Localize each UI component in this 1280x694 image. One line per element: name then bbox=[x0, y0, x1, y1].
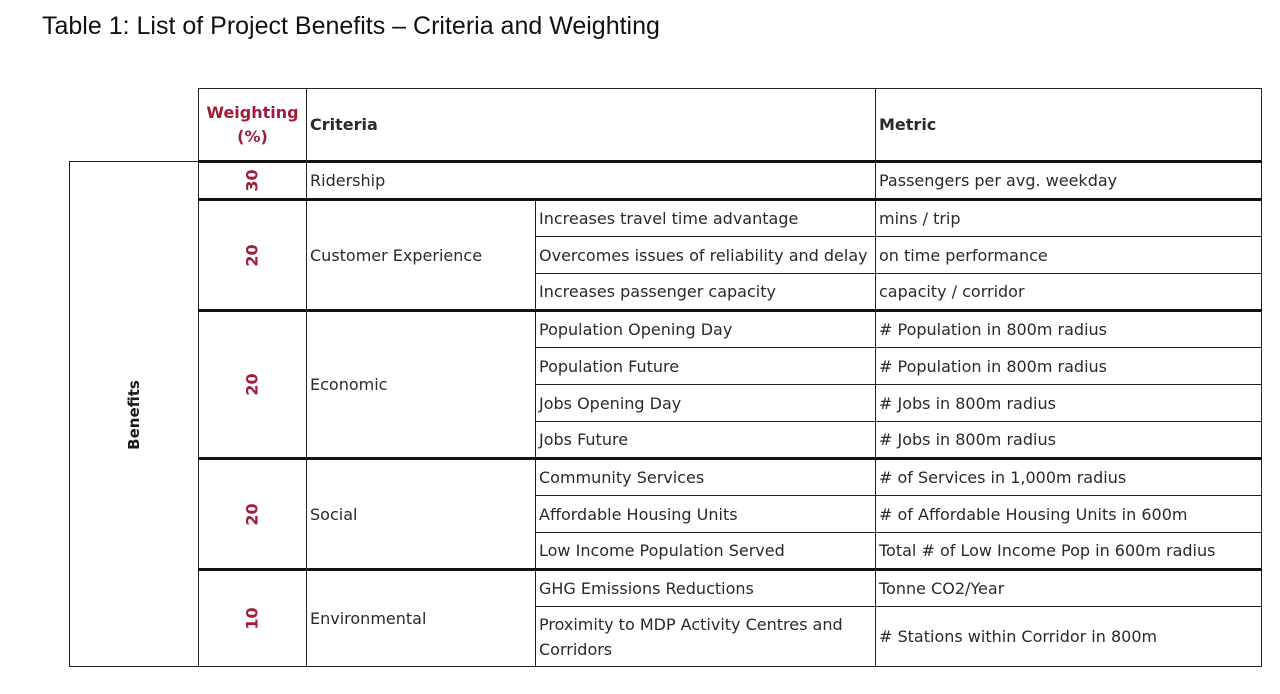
weight-cell-environmental bbox=[199, 570, 307, 667]
metric-cell: # Stations within Corridor in 800m bbox=[876, 607, 1262, 667]
sub-criteria-cell: Population Future bbox=[536, 348, 876, 385]
metric-cell: # Jobs in 800m radius bbox=[876, 385, 1262, 422]
benefits-table bbox=[69, 88, 1262, 667]
sub-criteria-cell: Low Income Population Served bbox=[536, 533, 876, 570]
sub-criteria-cell: Jobs Opening Day bbox=[536, 385, 876, 422]
criteria-economic: Economic bbox=[307, 311, 536, 459]
header-metric: Metric bbox=[876, 89, 1262, 162]
table-row bbox=[70, 200, 1262, 237]
criteria-environmental: Environmental bbox=[307, 570, 536, 667]
sub-criteria-cell: Population Opening Day bbox=[536, 311, 876, 348]
sub-criteria-cell: Community Services bbox=[536, 459, 876, 496]
table-caption: Table 1: List of Project Benefits – Criteria and Weighting bbox=[42, 12, 660, 40]
benefits-side-label: Benefits bbox=[125, 379, 143, 450]
benefits-table-container bbox=[69, 88, 1262, 667]
weight-cell-economic bbox=[199, 311, 307, 459]
table-row bbox=[70, 311, 1262, 348]
weight-cell-social bbox=[199, 459, 307, 570]
metric-cell: # Jobs in 800m radius bbox=[876, 422, 1262, 459]
header-row bbox=[70, 89, 1262, 162]
weight-cell-customer-experience bbox=[199, 200, 307, 311]
metric-cell: mins / trip bbox=[876, 200, 1262, 237]
metric-cell: Total # of Low Income Pop in 600m radius bbox=[876, 533, 1262, 570]
weight-cell-ridership bbox=[199, 162, 307, 200]
weight-value: 20 bbox=[242, 243, 262, 267]
metric-cell: capacity / corridor bbox=[876, 274, 1262, 311]
weight-value: 30 bbox=[242, 169, 262, 192]
sub-criteria-cell: Overcomes issues of reliability and delay bbox=[536, 237, 876, 274]
metric-cell: on time performance bbox=[876, 237, 1262, 274]
sub-criteria-cell: Proximity to MDP Activity Centres and Corridors bbox=[536, 607, 876, 667]
weight-value: 10 bbox=[242, 607, 262, 630]
weight-value: 20 bbox=[242, 502, 262, 526]
metric-cell: # Population in 800m radius bbox=[876, 311, 1262, 348]
criteria-ridership: Ridership bbox=[307, 162, 876, 200]
metric-cell: # Population in 800m radius bbox=[876, 348, 1262, 385]
sub-criteria-cell: Increases travel time advantage bbox=[536, 200, 876, 237]
sub-criteria-cell: GHG Emissions Reductions bbox=[536, 570, 876, 607]
criteria-customer-experience: Customer Experience bbox=[307, 200, 536, 311]
header-criteria: Criteria bbox=[307, 89, 876, 162]
benefits-side-label-cell bbox=[70, 162, 199, 667]
metric-cell: # of Affordable Housing Units in 600m bbox=[876, 496, 1262, 533]
sub-criteria-cell: Affordable Housing Units bbox=[536, 496, 876, 533]
metric-cell: Passengers per avg. weekday bbox=[876, 162, 1262, 200]
criteria-social: Social bbox=[307, 459, 536, 570]
weight-value: 20 bbox=[242, 373, 262, 396]
metric-cell: # of Services in 1,000m radius bbox=[876, 459, 1262, 496]
table-row bbox=[70, 162, 1262, 200]
header-weighting: Weighting (%) bbox=[199, 89, 307, 162]
empty-corner-cell bbox=[70, 89, 199, 162]
metric-cell: Tonne CO2/Year bbox=[876, 570, 1262, 607]
sub-criteria-cell: Jobs Future bbox=[536, 422, 876, 459]
table-row bbox=[70, 570, 1262, 607]
table-row bbox=[70, 459, 1262, 496]
sub-criteria-cell: Increases passenger capacity bbox=[536, 274, 876, 311]
